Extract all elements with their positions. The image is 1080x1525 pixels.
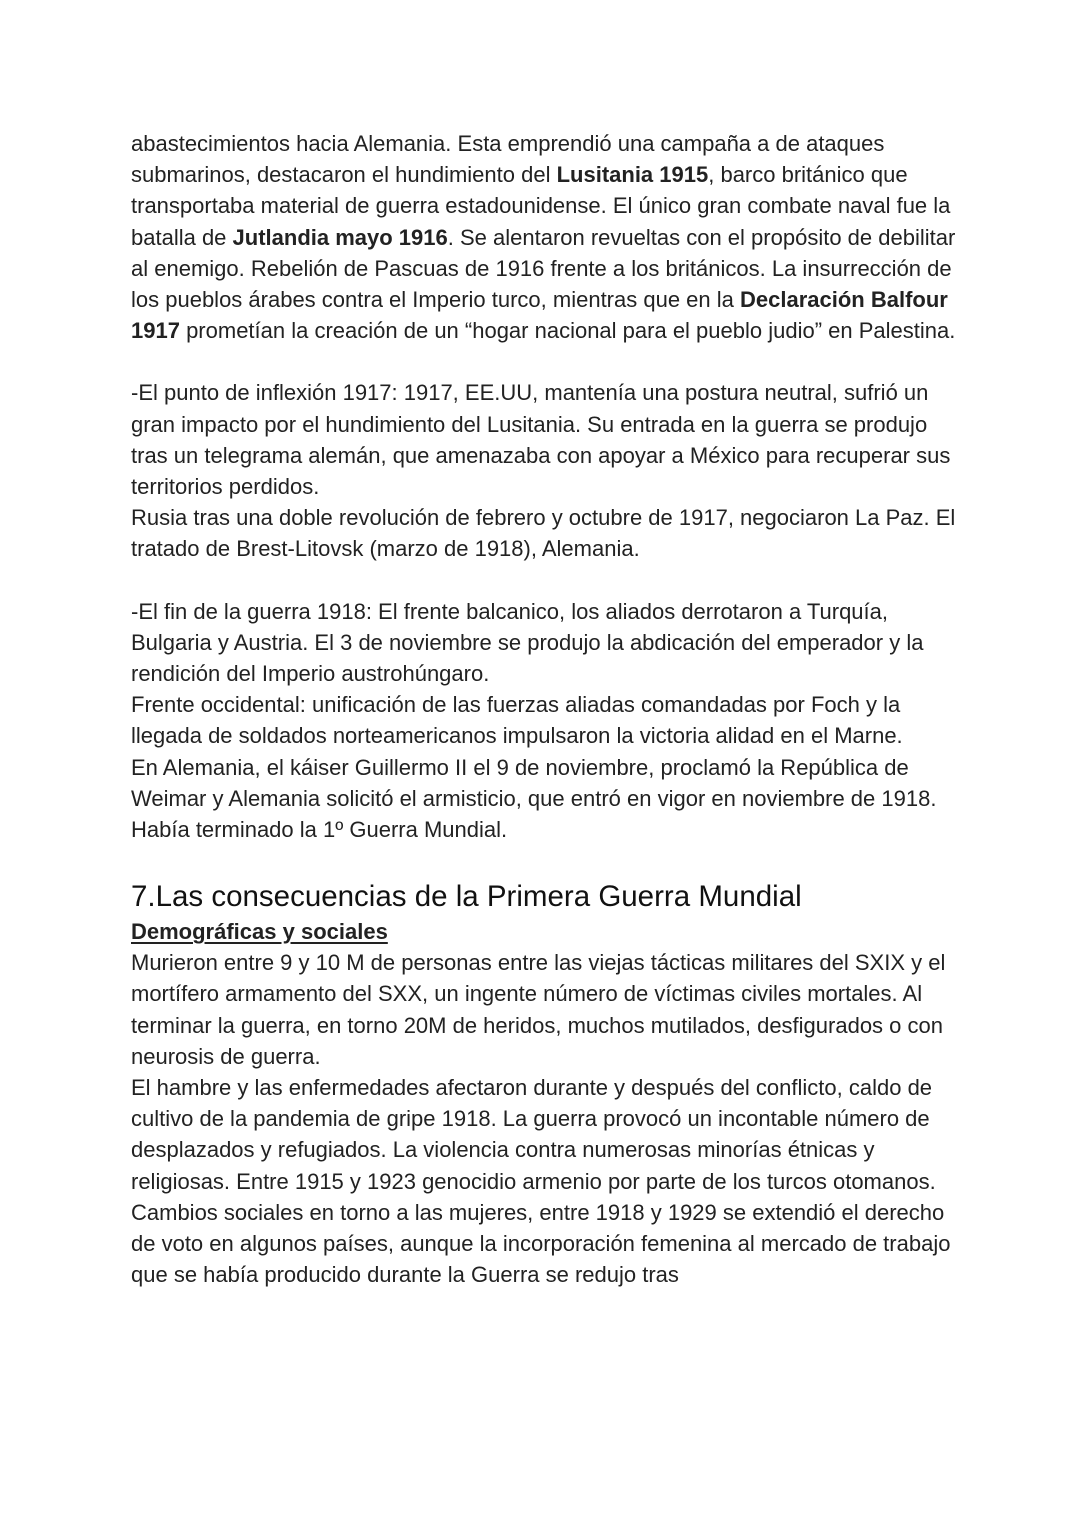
paragraph-russia: Rusia tras una doble revolución de febrero y octubre de 1917, negociaron La Paz. El tratado de Brest-Litovsk (marzo de 1918), Alemania. bbox=[131, 505, 956, 562]
section-subheading: Demográficas y sociales bbox=[131, 919, 388, 945]
paragraph-turning-point: -El punto de inflexión 1917: 1917, EE.UU, mantenía una postura neutral, sufrió un gran impacto por el hundimiento del Lusitania. Su entrada en la guerra se produjo tras un telegrama alemán, que amenazaba con apoyar a México para recuperar sus territorios perdidos. bbox=[131, 380, 951, 500]
bold-term-jutlandia: Jutlandia mayo 1916 bbox=[232, 224, 448, 250]
paragraph-gap bbox=[131, 565, 961, 596]
paragraph-casualties: Murieron entre 9 y 10 M de personas entre las viejas tácticas militares del SXIX y el mortífero armamento del SXX, un ingente número de víctimas civiles mortales. Al terminar la guerra, en torno 20M de heridos, muchos mutilados, desfigurados o con neurosis de guerra. bbox=[131, 950, 946, 1069]
paragraph-text: . Se alentaron revueltas con el propósito de debilitar al enemigo. Rebelión de Pascuas de 1916 frente a los británicos. La insurrección de los pueblos árabes contra el Imperio turco, mientras que en la bbox=[131, 224, 956, 313]
bold-term-balfour: Declaración Balfour 1917 bbox=[131, 287, 948, 344]
paragraph-women: Cambios sociales en torno a las mujeres, entre 1918 y 1929 se extendió el derecho de voto en algunos países, aunque la incorporación femenina al mercado de trabajo que se había producido durante la Guerra se redujo tras bbox=[131, 1199, 951, 1288]
section-heading: 7.Las consecuencias de la Primera Guerra Mundial bbox=[131, 880, 802, 914]
paragraph-gap bbox=[131, 346, 961, 377]
paragraph-western-front: Frente occidental: unificación de las fuerzas aliadas comandadas por Foch y la llegada de soldados norteamericanos impulsaron la victoria alidad en el Marne. bbox=[131, 692, 903, 749]
section-gap bbox=[131, 845, 961, 878]
bold-term-lusitania: Lusitania 1915 bbox=[556, 162, 709, 188]
paragraph-text: prometían la creación de un “hogar nacional para el pueblo judio” en Palestina. bbox=[179, 318, 956, 344]
paragraph-text: , barco británico que transportaba material de guerra estadounidense. El único gran combate naval fue la batalla de bbox=[131, 162, 951, 250]
paragraph-hunger-disease: El hambre y las enfermedades afectaron durante y después del conflicto, caldo de cultivo de la pandemia de gripe 1918. La guerra provocó un incontable número de desplazados y refugiados. La violencia contra numerosas minorías étnicas y religiosas. Entre 1915 y 1923 genocidio armenio por parte de los turcos otomanos. bbox=[131, 1075, 936, 1194]
paragraph-germany: En Alemania, el káiser Guillermo II el 9 de noviembre, proclamó la República de Weimar y Alemania solicitó el armisticio, que entró en vigor en noviembre de 1918. Había terminado la 1º Guerra Mundial. bbox=[131, 754, 937, 843]
paragraph-text: abastecimientos hacia Alemania. Esta emprendió una campaña a de ataques submarinos, destacaron el hundimiento del bbox=[131, 131, 885, 188]
paragraph-naval-war bbox=[131, 128, 961, 346]
document-page bbox=[131, 128, 961, 1291]
paragraph-end-of-war: -El fin de la guerra 1918: El frente balcanico, los aliados derrotaron a Turquía, Bulgaria y Austria. El 3 de noviembre se produjo la abdicación del emperador y la rendición del Imperio austrohúngaro. bbox=[131, 598, 924, 687]
